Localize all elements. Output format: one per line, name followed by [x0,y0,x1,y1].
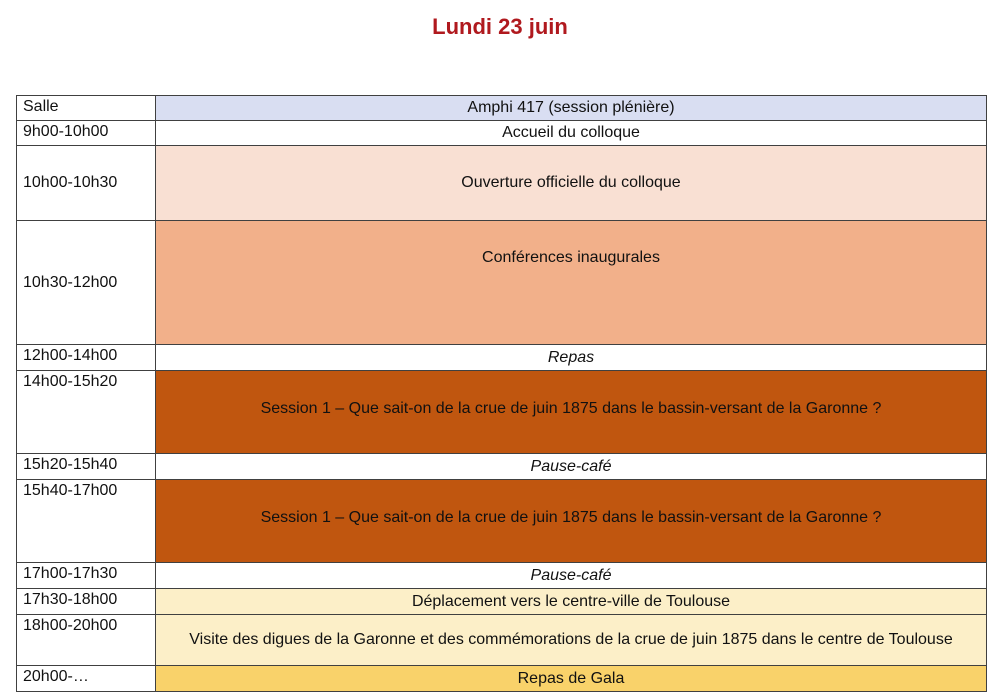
activity-cell: Repas de Gala [156,666,987,692]
time-cell: 9h00-10h00 [17,121,156,146]
activity-cell: Visite des digues de la Garonne et des commémorations de la crue de juin 1875 dans le centre de Toulouse [156,615,987,666]
table-row [17,146,987,221]
activity-cell: Accueil du colloque [156,121,987,146]
activity-cell: Déplacement vers le centre-ville de Toulouse [156,589,987,615]
table-row [17,589,987,615]
table-row [17,221,987,345]
time-cell: 20h00-… [17,666,156,692]
time-cell: 17h00-17h30 [17,563,156,589]
table-row [17,615,987,666]
activity-cell: Repas [156,345,987,371]
table-row [17,454,987,480]
table-row [17,371,987,454]
page-title: Lundi 23 juin [432,14,568,39]
time-cell: 18h00-20h00 [17,615,156,666]
table-row-header [17,96,987,121]
activity-cell: Ouverture officielle du colloque [156,146,987,221]
table-row [17,666,987,692]
time-cell: 12h00-14h00 [17,345,156,371]
table-row [17,121,987,146]
activity-cell: Session 1 – Que sait-on de la crue de juin 1875 dans le bassin-versant de la Garonne ? [156,371,987,454]
table-row [17,345,987,371]
activity-cell: Pause-café [156,563,987,589]
time-cell: 15h20-15h40 [17,454,156,480]
time-cell: 17h30-18h00 [17,589,156,615]
table-row [17,480,987,563]
time-cell: 10h30-12h00 [17,221,156,345]
table-row [17,563,987,589]
activity-cell: Session 1 – Que sait-on de la crue de juin 1875 dans le bassin-versant de la Garonne ? [156,480,987,563]
activity-cell: Amphi 417 (session plénière) [156,96,987,121]
time-cell: 15h40-17h00 [17,480,156,563]
schedule-table [16,95,987,692]
activity-cell: Conférences inaugurales [156,221,987,345]
time-cell: 10h00-10h30 [17,146,156,221]
time-cell: Salle [17,96,156,121]
activity-cell: Pause-café [156,454,987,480]
time-cell: 14h00-15h20 [17,371,156,454]
